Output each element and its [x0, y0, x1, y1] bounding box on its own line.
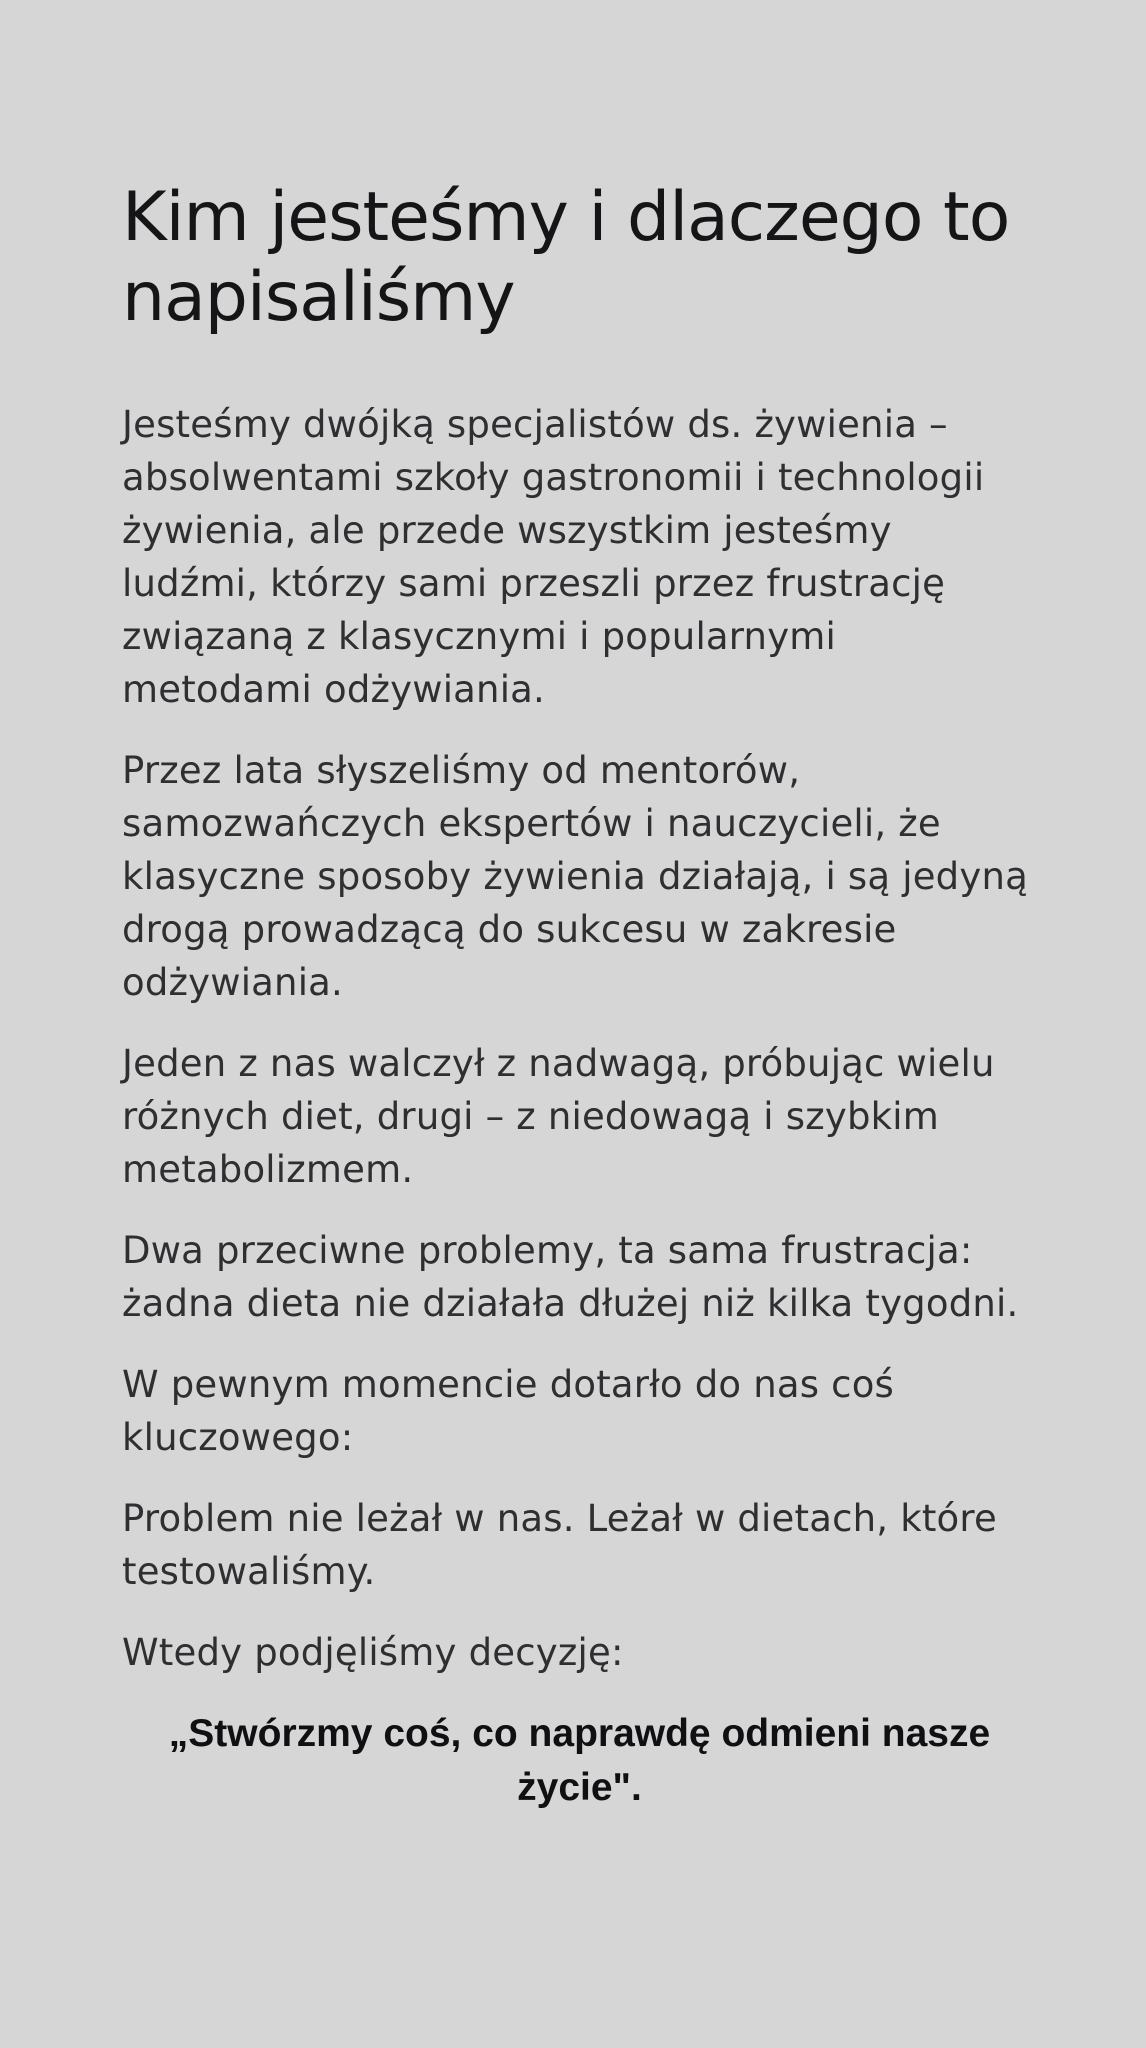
intro-paragraph: Jesteśmy dwójką specjalistów ds. żywienia – absolwentami szkoły gastronomii i technologii żywienia, ale przede wszystkim jesteśmy ludźmi, którzy sami przeszli przez frustrację związaną z klasycznymi i popularnymi metodami odżywiania.: [122, 403, 985, 711]
page-title: Kim jesteśmy i dlaczego to napisaliśmy: [122, 178, 1010, 337]
decision-paragraph: Wtedy podjęliśmy decyzję:: [122, 1631, 624, 1674]
highlighted-quote: „Stwórzmy coś, co naprawdę odmieni nasze życie".: [168, 1712, 991, 1809]
realization-paragraph: W pewnym momencie dotarło do nas coś kluczowego:: [122, 1363, 895, 1459]
weight-struggle-paragraph: Jeden z nas walczył z nadwagą, próbując wielu różnych diet, drugi – z niedowagą i szybkim metabolizmem.: [122, 1042, 995, 1191]
frustration-paragraph: Dwa przeciwne problemy, ta sama frustracja: żadna dieta nie działała dłużej niż kilka tygodni.: [122, 1229, 1019, 1325]
article-section: [122, 178, 1037, 1815]
mentors-paragraph: Przez lata słyszeliśmy od mentorów, samozwańczych ekspertów i nauczycieli, że klasyczne sposoby żywienia działają, i są jedyną drogą prowadzącą do sukcesu w zakresie odżywiania.: [122, 749, 1028, 1004]
problem-paragraph: Problem nie leżał w nas. Leżał w dietach, które testowaliśmy.: [122, 1497, 997, 1593]
